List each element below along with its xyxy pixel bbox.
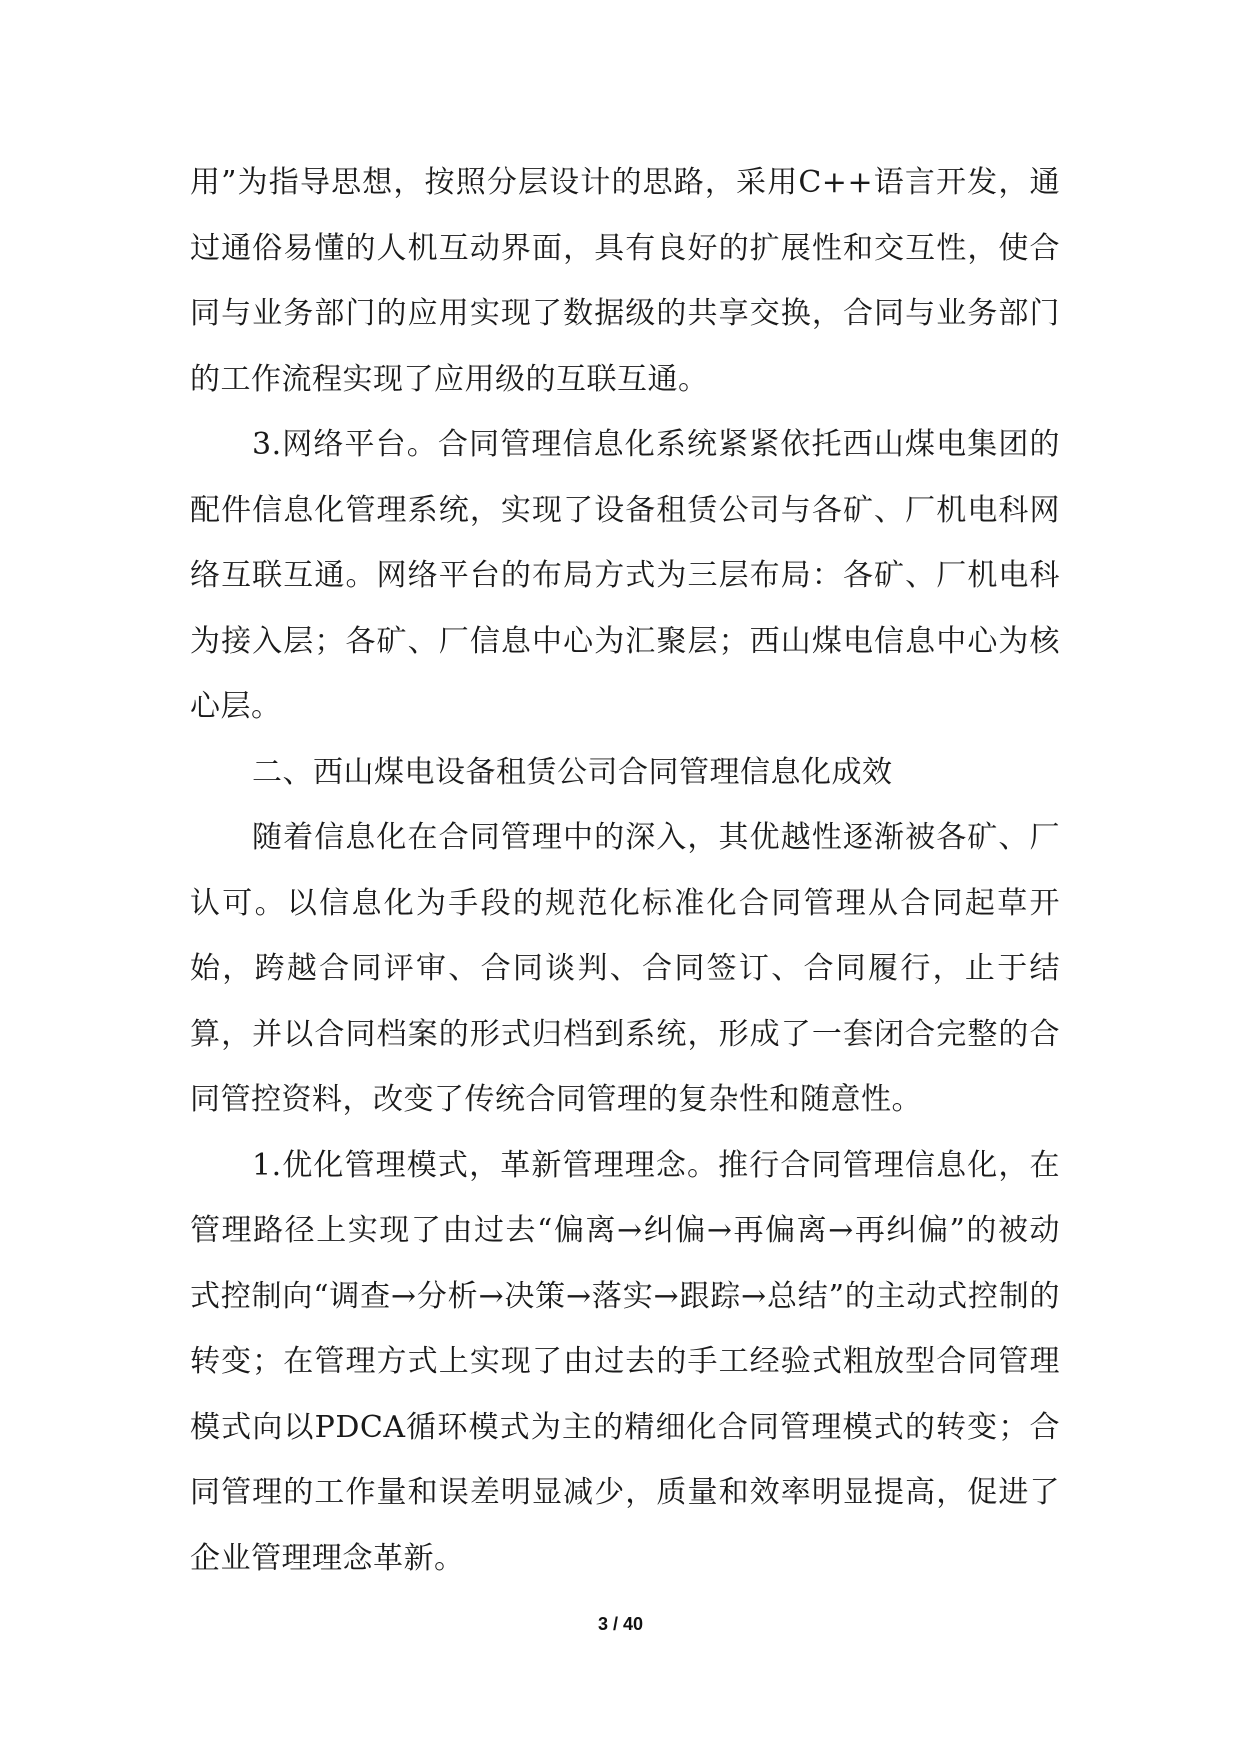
page-number: 3 / 40 — [597, 1614, 644, 1634]
paragraph-informatization-advantages: 随着信息化在合同管理中的深入，其优越性逐渐被各矿、厂认可。以信息化为手段的规范化标准化合同管理从合同起草开始，跨越合同评审、合同谈判、合同签订、合同履行，止于结算，并以合同档案的形式归档到系统，形成了一套闭合完整的合同管控资料，改变了传统合同管理的复杂性和随意性。 — [190, 820, 1060, 1117]
body-text — [190, 150, 1060, 1591]
paragraph-network-platform: 3.网络平台。合同管理信息化系统紧紧依托西山煤电集团的配件信息化管理系统，实现了设备租赁公司与各矿、厂机电科网络互联互通。网络平台的布局方式为三层布局：各矿、厂机电科为接入层；各矿、厂信息中心为汇聚层；西山煤电信息中心为核心层。 — [190, 427, 1060, 724]
paragraph-system-design: 用”为指导思想，按照分层设计的思路，采用C++语言开发，通过通俗易懂的人机互动界面，具有良好的扩展性和交互性，使合同与业务部门的应用实现了数据级的共享交换，合同与业务部门的工作流程实现了应用级的互联互通。 — [190, 165, 1060, 397]
section-heading-results: 二、西山煤电设备租赁公司合同管理信息化成效 — [252, 754, 893, 790]
paragraph-optimize-management: 1.优化管理模式，革新管理理念。推行合同管理信息化，在管理路径上实现了由过去“偏离→纠偏→再偏离→再纠偏”的被动式控制向“调查→分析→决策→落实→跟踪→总结”的主动式控制的转变；在管理方式上实现了由过去的手工经验式粗放型合同管理模式向以PDCA循环模式为主的精细化合同管理模式的转变；合同管理的工作量和误差明显减少，质量和效率明显提高，促进了企业管理理念革新。 — [190, 1147, 1060, 1576]
